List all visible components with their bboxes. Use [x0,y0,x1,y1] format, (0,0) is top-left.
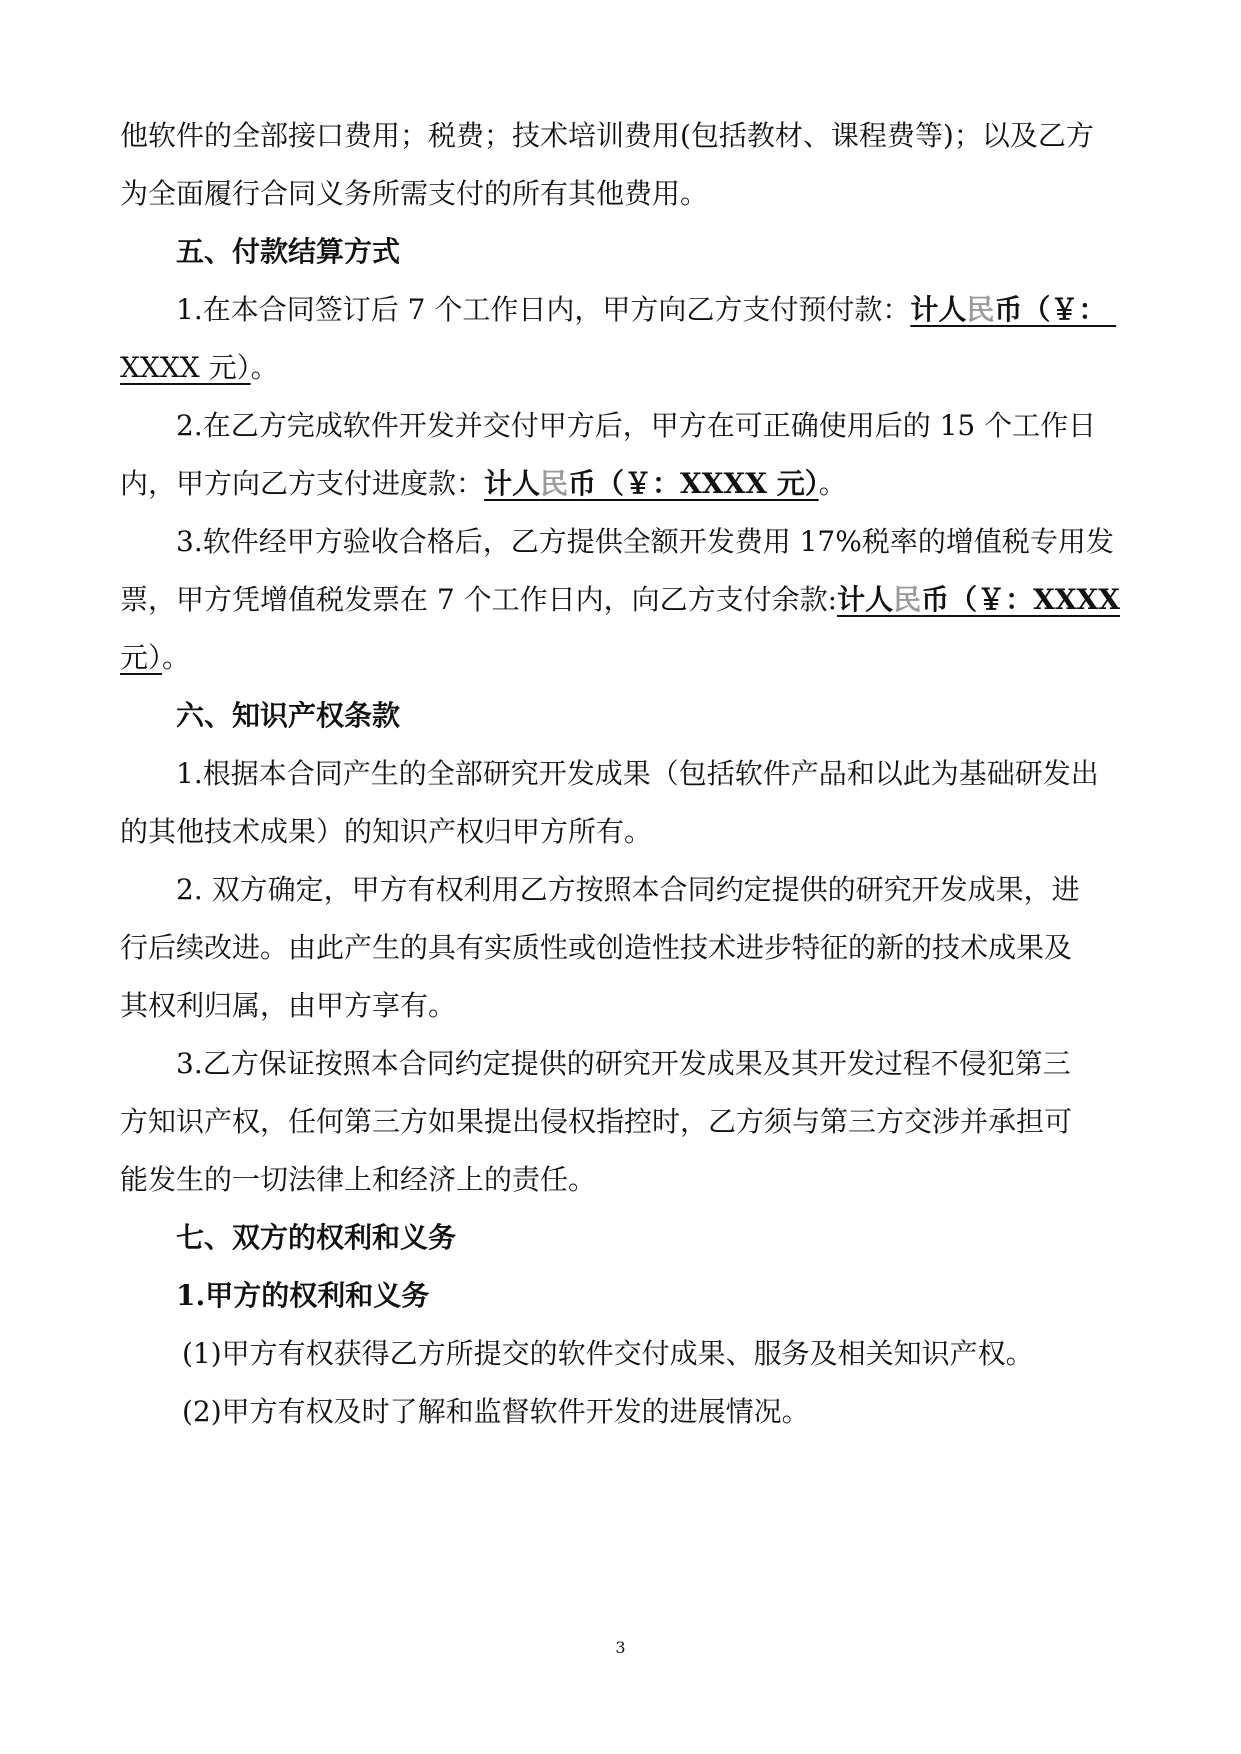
amount-text: 计人民币（￥：XXXX [837,583,1120,616]
amount-text: 元） [120,641,163,674]
paragraph-line: 3.乙方保证按照本合同约定提供的研究开发成果及其开发过程不侵犯第三 [176,1047,1071,1080]
paragraph-text: 1.在本合同签订后 7 个工作日内，甲方向乙方支付预付款： [176,293,911,326]
paragraph-line [120,350,1125,386]
paragraph-line [120,466,1125,502]
paragraph-line: 3.软件经甲方验收合格后，乙方提供全额开发费用 17%税率的增值税专用发 [176,525,1114,558]
paragraph-line: 2.在乙方完成软件开发并交付甲方后，甲方在可正确使用后的 15 个工作日 [176,409,1097,442]
paragraph-line: 方知识产权，任何第三方如果提出侵权指控时，乙方须与第三方交涉并承担可 [120,1105,1073,1138]
paragraph-line: 行后续改进。由此产生的具有实质性或创造性技术进步特征的新的技术成果及 [120,931,1073,964]
paragraph-line: 1.根据本合同产生的全部研究开发成果（包括软件产品和以此为基础研发出 [176,757,1099,790]
paragraph-line [120,640,1125,676]
paragraph-line [176,292,1125,328]
subsection-heading: 1.甲方的权利和义务 [176,1279,430,1312]
paragraph-line: 他软件的全部接口费用；税费；技术培训费用(包括教材、课程费等)；以及乙方 [120,119,1094,152]
list-item: (2)甲方有权及时了解和监督软件开发的进展情况。 [182,1395,810,1428]
paragraph-line: 的其他技术成果）的知识产权归甲方所有。 [120,815,653,848]
section-heading-7: 七、双方的权利和义务 [176,1221,457,1254]
amount-text: 计人民币（￥： [910,293,1117,326]
paragraph-text: 内，甲方向乙方支付进度款： [120,467,485,500]
paragraph-line: 能发生的一切法律上和经济上的责任。 [120,1163,597,1196]
paragraph-line: 其权利归属，由甲方享有。 [120,989,457,1022]
paragraph-line [120,582,1125,618]
paragraph-line: 为全面履行合同义务所需支付的所有其他费用。 [120,177,709,210]
amount-text: XXXX 元） [120,351,251,384]
paragraph-text: 。 [162,641,191,674]
page-number: 3 [615,1638,626,1657]
paragraph-text: 票，甲方凭增值税发票在 7 个工作日内，向乙方支付余款: [120,583,838,616]
amount-text: 计人民币（￥：XXXX 元） [484,467,819,500]
paragraph-line: 2. 双方确定，甲方有权利用乙方按照本合同约定提供的研究开发成果，进 [176,873,1080,906]
paragraph-text: 。 [818,467,847,500]
section-heading-6: 六、知识产权条款 [176,699,401,732]
list-item: (1)甲方有权获得乙方所提交的软件交付成果、服务及相关知识产权。 [182,1337,1034,1370]
section-heading-5: 五、付款结算方式 [176,235,401,268]
paragraph-text: 。 [250,351,279,384]
